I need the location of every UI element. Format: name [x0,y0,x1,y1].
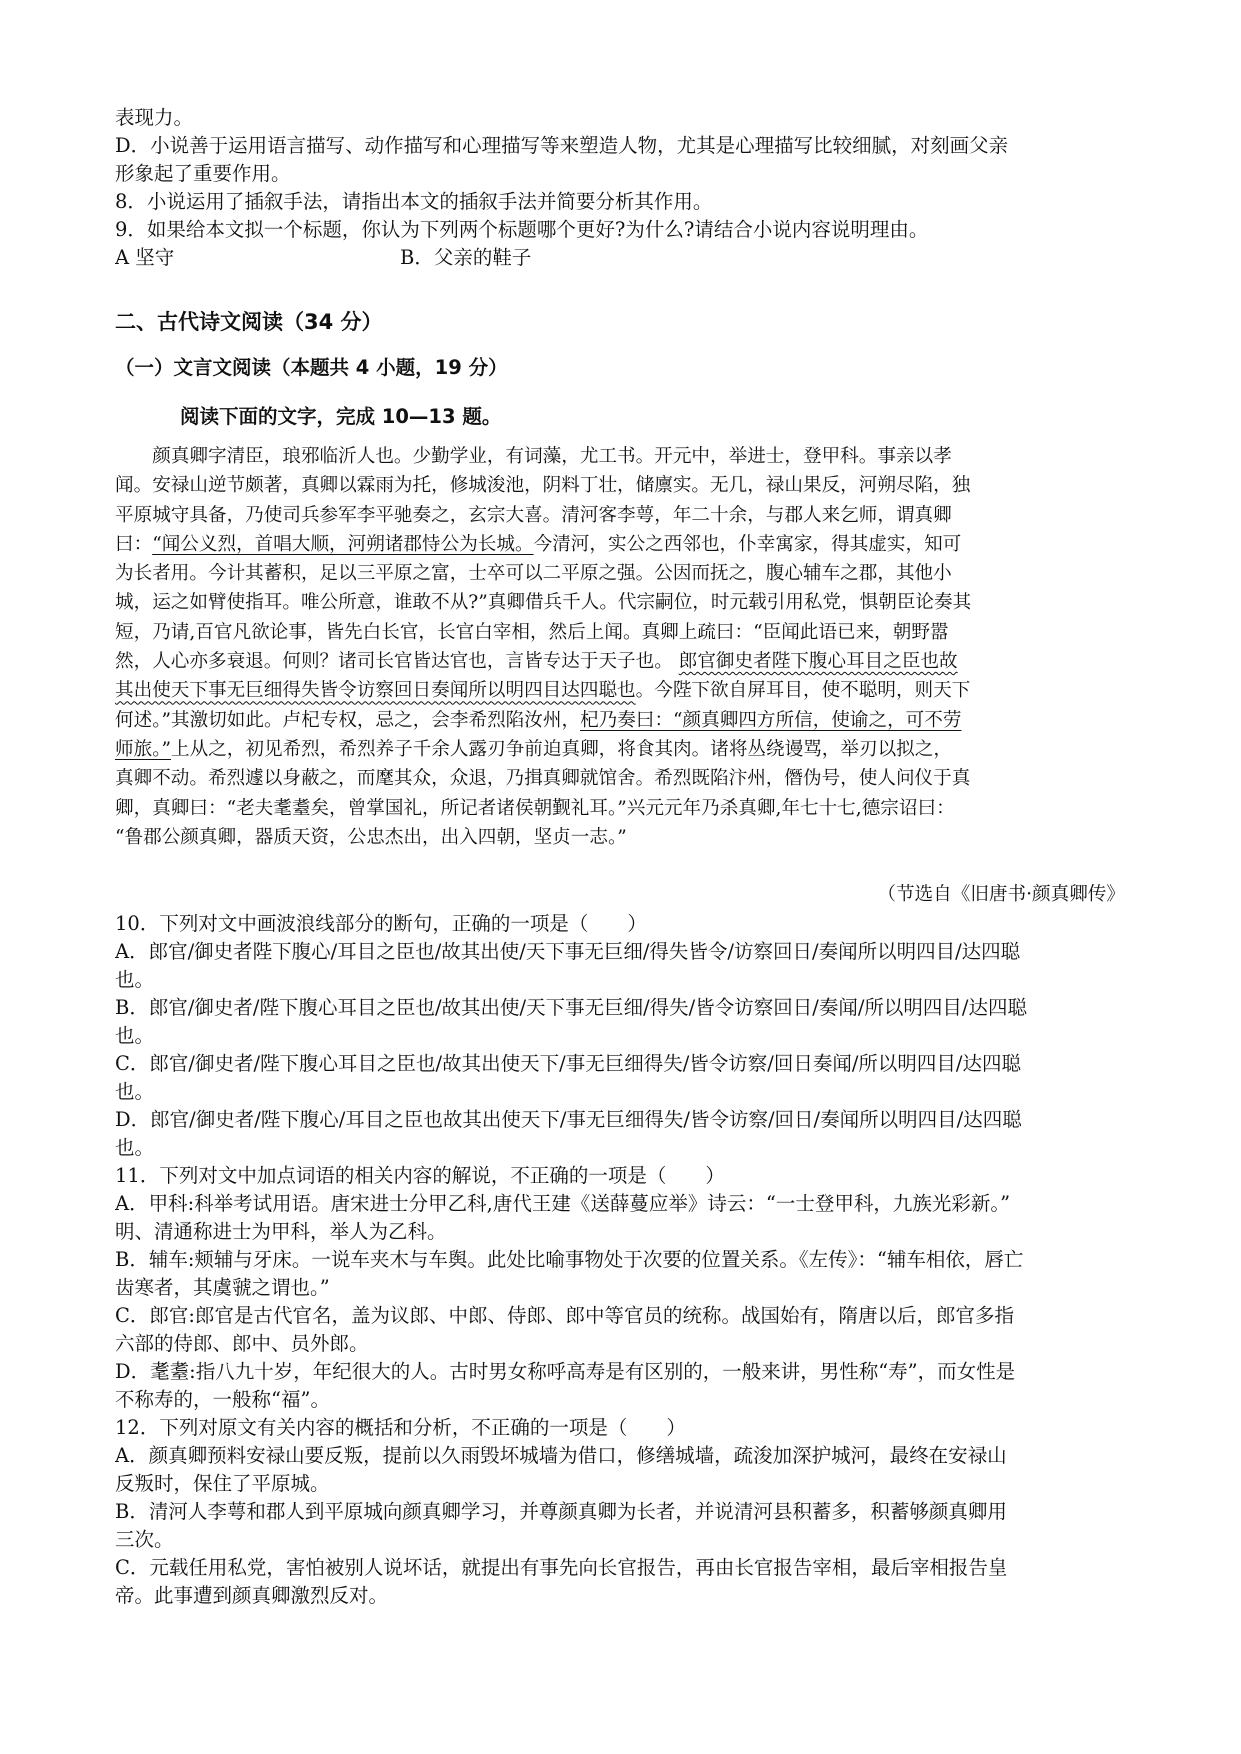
passage-source: （节选自《旧唐书·颜真卿传》 [877,884,1125,905]
reading-instruction: 阅读下面的文字，完成 10—13 题。 [180,405,502,428]
q11-option-b: B．辅车:颊辅与牙床。一说车夹木与车舆。此处比喻事物处于次要的位置关系。《左传》：“辅车相依，唇亡 [115,1248,1024,1271]
q10-option-c: C．郎官/御史者/陛下腹心耳目之臣也/故其出使天下/事无巨细得失/皆令访察/回日奏闻/所以明四目/达四聪 [115,1052,1021,1075]
question-8: 8．小说运用了插叙手法，请指出本文的插叙手法并简要分析其作用。 [115,190,713,213]
q12-option-c: C．元载任用私党，害怕被别人说坏话，就提出有事先向长官报告，再由长官报告宰相，最后宰相报告皇 [115,1556,1008,1579]
q11-option-c: C．郎官:郎官是古代官名，盖为议郎、中郎、侍郎、郎中等官员的统称。战国始有，隋唐以后，郎官多指 [115,1304,1014,1327]
text-span: 然，人心亦多衰退。何则？诸司长官皆达官也，言皆专达于天子也。 [115,651,679,673]
passage-line: “鲁郡公颜真卿，器质天资，公忠杰出，出入四朝，坚贞一志。” [115,826,627,848]
q12-option-b: B．清河人李萼和郡人到平原城向颜真卿学习，并尊颜真卿为长者，并说清河县积蓄多，积蓄够颜真卿用 [115,1500,1007,1523]
text-line: 也。 [115,968,155,991]
text-span: 何述。”其激切如此。卢杞专权，忌之，会李希烈陷汝州， [115,709,581,731]
passage-line [115,735,1125,764]
text-line: 帝。此事遭到颜真卿激烈反对。 [115,1584,389,1607]
question-10: 10．下列对文中画波浪线部分的断句，正确的一项是（ ） [115,912,647,935]
text-span: 。今陛下欲自屏耳目，使不聪明，则天下 [635,680,971,702]
q11-option-d: D．耄耋:指八九十岁，年纪很大的人。古时男女称呼高寿是有区别的，一般来讲，男性称“寿”，而女性是 [115,1360,1016,1383]
subsection-heading: （一）文言文阅读（本题共 4 小题，19 分） [115,356,508,379]
question-11: 11．下列对文中加点词语的相关内容的解说，不正确的一项是（ ） [115,1164,725,1187]
option-b: B．父亲的鞋子 [400,246,532,269]
option-d: D．小说善于运用语言描写、动作描写和心理描写等来塑造人物，尤其是心理描写比较细腻，对刻画父亲 [115,134,1009,157]
passage-line [115,530,1125,559]
text-line: 三次。 [115,1528,174,1551]
q12-option-a: A．颜真卿预料安禄山要反叛，提前以久雨毁坏城墙为借口，修缮城墙，疏浚加深护城河，最终在安禄山 [115,1444,1007,1467]
text-line: 也。 [115,1136,155,1159]
text-line: 反叛时，保住了平原城。 [115,1472,330,1495]
passage-line: 平原城守具备，乃使司兵参军李平驰奏之，玄宗大喜。清河客李萼，年二十余，与郡人来乞师，谓真卿 [115,504,952,526]
text-line: 齿寒者，其虞虢之谓也。” [115,1276,330,1299]
question-12: 12．下列对原文有关内容的概括和分析，不正确的一项是（ ） [115,1416,686,1439]
text-line: 形象起了重要作用。 [115,162,291,185]
section-heading: 二、古代诗文阅读（34 分） [115,310,383,334]
passage-line [115,647,1125,676]
passage-line [115,706,1125,735]
underlined-sentence: “闻公义烈，首唱大顺，河朔诸郡恃公为长城。 [152,533,534,555]
previous-section-tail [115,104,1125,272]
q10-option-a: A．郎官/御史者陛下腹心/耳目之臣也/故其出使/天下事无巨细/得失皆令/访察回日/奏闻所以明四目/达四聪 [115,940,1021,963]
wavy-underlined-text: 郎官御史者陛下腹心耳目之臣也故 [678,651,958,673]
passage-line [115,676,1125,705]
underlined-sentence: 师旅。” [115,738,171,760]
passage-line: 城，运之如臂使指耳。唯公所意，谁敢不从?”真卿借兵千人。代宗嗣位，时元载引用私党，惧朝臣论奏其 [115,592,972,614]
text-span: 上从之，初见希烈，希烈养子千余人露刃争前迫真卿，将食其肉。诸将丛绕谩骂，举刃以拟之， [171,738,952,760]
q10-option-d: D．郎官/御史者/陛下腹心/耳目之臣也故其出使天下/事无巨细得失/皆令访察/回日/奏闻所以明四目/达四聪 [115,1108,1022,1131]
text-line: 明、清通称进士为甲科，举人为乙科。 [115,1220,447,1243]
text-span: 曰： [115,533,153,555]
question-9: 9．如果给本文拟一个标题，你认为下列两个标题哪个更好?为什么?请结合小说内容说明理由。 [115,218,929,241]
passage-line: 短，乃请,百官凡欲论事，皆先白长官，长官白宰相，然后上闻。真卿上疏曰：“臣闻此语已来，朝野嚣 [115,621,949,643]
underlined-sentence: 杞乃奏曰：“颜真卿四方所信，使谕之，可不劳 [580,709,962,731]
wavy-underlined-text: 其出使天下事无巨细得失皆令访察回日奏闻所以明四目达四聪也 [115,680,636,702]
text-line: 表现力。 [115,106,194,129]
q11-option-a: A．甲科:科举考试用语。唐宋进士分甲乙科,唐代王建《送薛蔓应举》诗云：“一士登甲科，九族光彩新。” [115,1192,1011,1215]
option-a: A 坚守 [115,246,175,269]
classical-passage [115,442,1125,852]
text-line: 不称寿的，一般称“福”。 [115,1388,330,1411]
text-span: 今清河，实公之西邻也，仆幸寓家，得其虚实，知可 [533,533,962,555]
text-line: 也。 [115,1080,155,1103]
passage-line: 真卿不动。希烈遽以身蔽之，而麾其众，众退，乃揖真卿就馆舍。希烈既陷汴州，僭伪号，使人问仪于真 [115,768,971,790]
text-line: 也。 [115,1024,155,1047]
passage-line: 卿，真卿曰：“老夫耄耋矣，曾掌国礼，所记者诸侯朝觐礼耳。”兴元元年乃杀真卿,年七十七,德宗诏曰： [115,797,955,819]
passage-line: 为长者用。今计其蓄积，足以三平原之富，士卒可以二平原之强。公因而抚之，腹心辅车之郡，其他小 [115,563,952,585]
q10-option-b: B．郎官/御史者/陛下腹心耳目之臣也/故其出使/天下事无巨细/得失/皆令访察回日/奏闻/所以明四目/达四聪 [115,996,1027,1019]
question-9-options [115,244,1125,272]
questions [115,910,1125,1610]
passage-line: 闻。安禄山逆节颇著，真卿以霖雨为托，修城浚池，阴料丁壮，储廪实。无几，禄山果反，河朔尽陷，独 [115,475,971,497]
passage-line: 颜真卿字清臣，琅邪临沂人也。少勤学业，有词藻，尤工书。开元中，举进士，登甲科。事亲以孝 [115,446,952,467]
text-line: 六部的侍郎、郎中、员外郎。 [115,1332,369,1355]
